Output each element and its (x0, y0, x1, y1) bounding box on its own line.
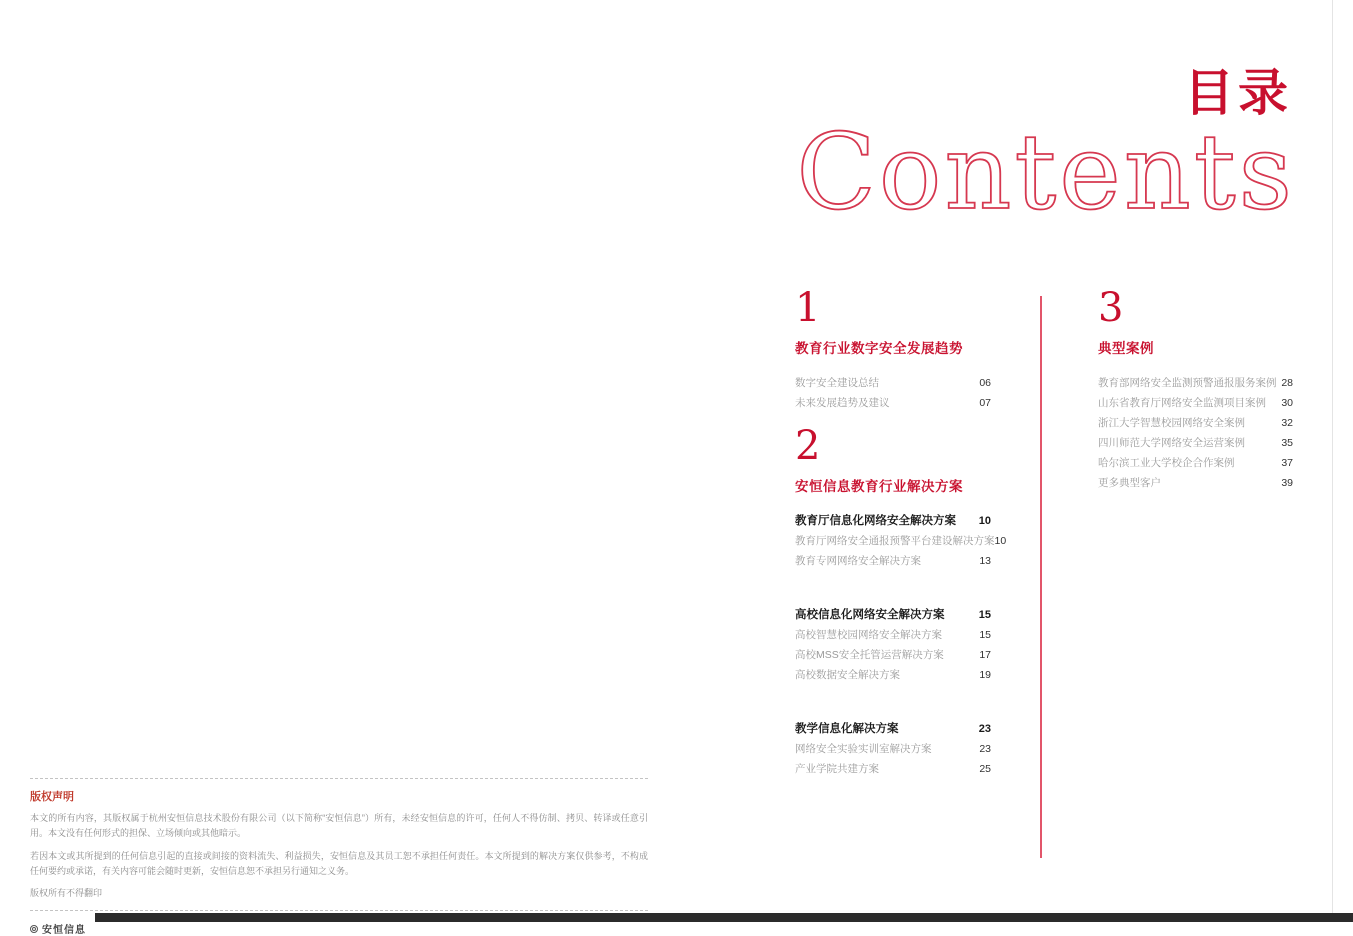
toc-group (795, 511, 1007, 571)
section-title: 典型案例 (1098, 341, 1154, 356)
toc-item-page: 07 (979, 397, 991, 409)
toc-item-page: 25 (979, 763, 991, 775)
dashed-divider-top (30, 778, 648, 779)
toc-group-header (795, 719, 991, 739)
toc-item-label: 哈尔滨工业大学校企合作案例 (1098, 457, 1235, 469)
toc-group-header (795, 605, 991, 625)
toc-item-label: 高校MSS安全托管运营解决方案 (795, 649, 944, 661)
toc-item (795, 531, 1007, 551)
toc-item (795, 373, 991, 393)
toc-item-page: 32 (1281, 417, 1293, 429)
toc-group-header (795, 511, 991, 531)
toc-item (1098, 453, 1293, 473)
toc-item-page: 39 (1281, 477, 1293, 489)
toc-group-title: 教育厅信息化网络安全解决方案 (795, 515, 956, 527)
toc-item-label: 数字安全建设总结 (795, 377, 879, 389)
toc-item (1098, 393, 1293, 413)
toc-item-label: 教育部网络安全监测预警通报服务案例 (1098, 377, 1277, 389)
copyright-paragraph-2: 若因本文或其所提到的任何信息引起的直接或间接的资料流失、利益损失，安恒信息及其员工恕不承担任何责任。本文所提到的解决方案仅供参考，不构成任何要约或承诺，有关内容可能会随时更新，安恒信息恕不承担另行通知之义务。 (30, 850, 648, 876)
toc-item-page: 10 (994, 535, 1007, 547)
toc-item-label: 教育专网网络安全解决方案 (795, 555, 921, 567)
page-title: 目录 (1184, 65, 1292, 121)
section-number: 2 (795, 423, 821, 469)
toc-group-title: 高校信息化网络安全解决方案 (795, 609, 945, 621)
toc-group-title: 教学信息化解决方案 (795, 723, 899, 735)
toc-item-label: 浙江大学智慧校园网络安全案例 (1098, 417, 1245, 429)
toc-item-page: 06 (979, 377, 991, 389)
toc-group (795, 605, 991, 685)
toc-item-label: 高校智慧校园网络安全解决方案 (795, 629, 942, 641)
toc-item-label: 高校数据安全解决方案 (795, 669, 900, 681)
company-logo (30, 921, 648, 936)
company-logo-icon (30, 925, 38, 933)
toc-item-label: 山东省教育厅网络安全监测项目案例 (1098, 397, 1266, 409)
company-logo-text: 安恒信息 (42, 925, 86, 936)
section-number: 3 (1098, 285, 1124, 331)
toc-group (795, 719, 991, 779)
section-number: 1 (795, 285, 821, 331)
toc-item-page: 13 (979, 555, 991, 567)
toc-item (795, 551, 991, 571)
section-title: 教育行业数字安全发展趋势 (795, 341, 963, 356)
toc-item (795, 759, 991, 779)
toc-section-2 (795, 423, 1007, 779)
toc-item-page: 28 (1281, 377, 1293, 389)
toc-item-page: 35 (1281, 437, 1293, 449)
toc-item-label: 产业学院共建方案 (795, 763, 879, 775)
toc-item-label: 更多典型客户 (1098, 477, 1161, 489)
toc-group-page: 10 (978, 515, 991, 527)
toc-section-3 (1098, 285, 1293, 493)
toc-item (1098, 473, 1293, 493)
toc-group-page: 15 (978, 609, 991, 621)
column-divider (1040, 296, 1042, 858)
toc-section-1 (795, 285, 991, 413)
toc-item (795, 625, 991, 645)
footer-bar (95, 913, 1353, 922)
toc-item-page: 30 (1281, 397, 1293, 409)
section-title: 安恒信息教育行业解决方案 (795, 479, 963, 494)
toc-item-label: 网络安全实验实训室解决方案 (795, 743, 932, 755)
toc-item (795, 645, 991, 665)
toc-item-list (795, 373, 991, 413)
toc-item-page: 37 (1281, 457, 1293, 469)
toc-item (1098, 413, 1293, 433)
toc-item (795, 665, 991, 685)
copyright-notice: 版权所有不得翻印 (30, 888, 103, 899)
copyright-heading: 版权声明 (30, 791, 74, 803)
toc-item (795, 739, 991, 759)
copyright-paragraph-1: 本文的所有内容，其版权属于杭州安恒信息技术股份有限公司（以下简称“安恒信息”）所有，未经安恒信息的许可，任何人不得仿制、拷贝、转译或任意引用。本文没有任何形式的担保、立场倾向或其他暗示。 (30, 813, 648, 839)
page-title-english: Contents (796, 111, 1295, 233)
dashed-divider-bottom (30, 910, 648, 911)
toc-item-label: 教育厅网络安全通报预警平台建设解决方案 (795, 535, 995, 547)
toc-item (795, 393, 991, 413)
toc-item-list (1098, 373, 1293, 493)
toc-item-label: 未来发展趋势及建议 (795, 397, 890, 409)
toc-item-page: 15 (979, 629, 991, 641)
toc-item-page: 17 (979, 649, 991, 661)
toc-item (1098, 373, 1293, 393)
page-edge-line (1332, 0, 1333, 922)
toc-group-page: 23 (978, 723, 991, 735)
toc-item (1098, 433, 1293, 453)
toc-item-label: 四川师范大学网络安全运营案例 (1098, 437, 1245, 449)
toc-item-page: 23 (979, 743, 991, 755)
toc-item-page: 19 (979, 669, 991, 681)
